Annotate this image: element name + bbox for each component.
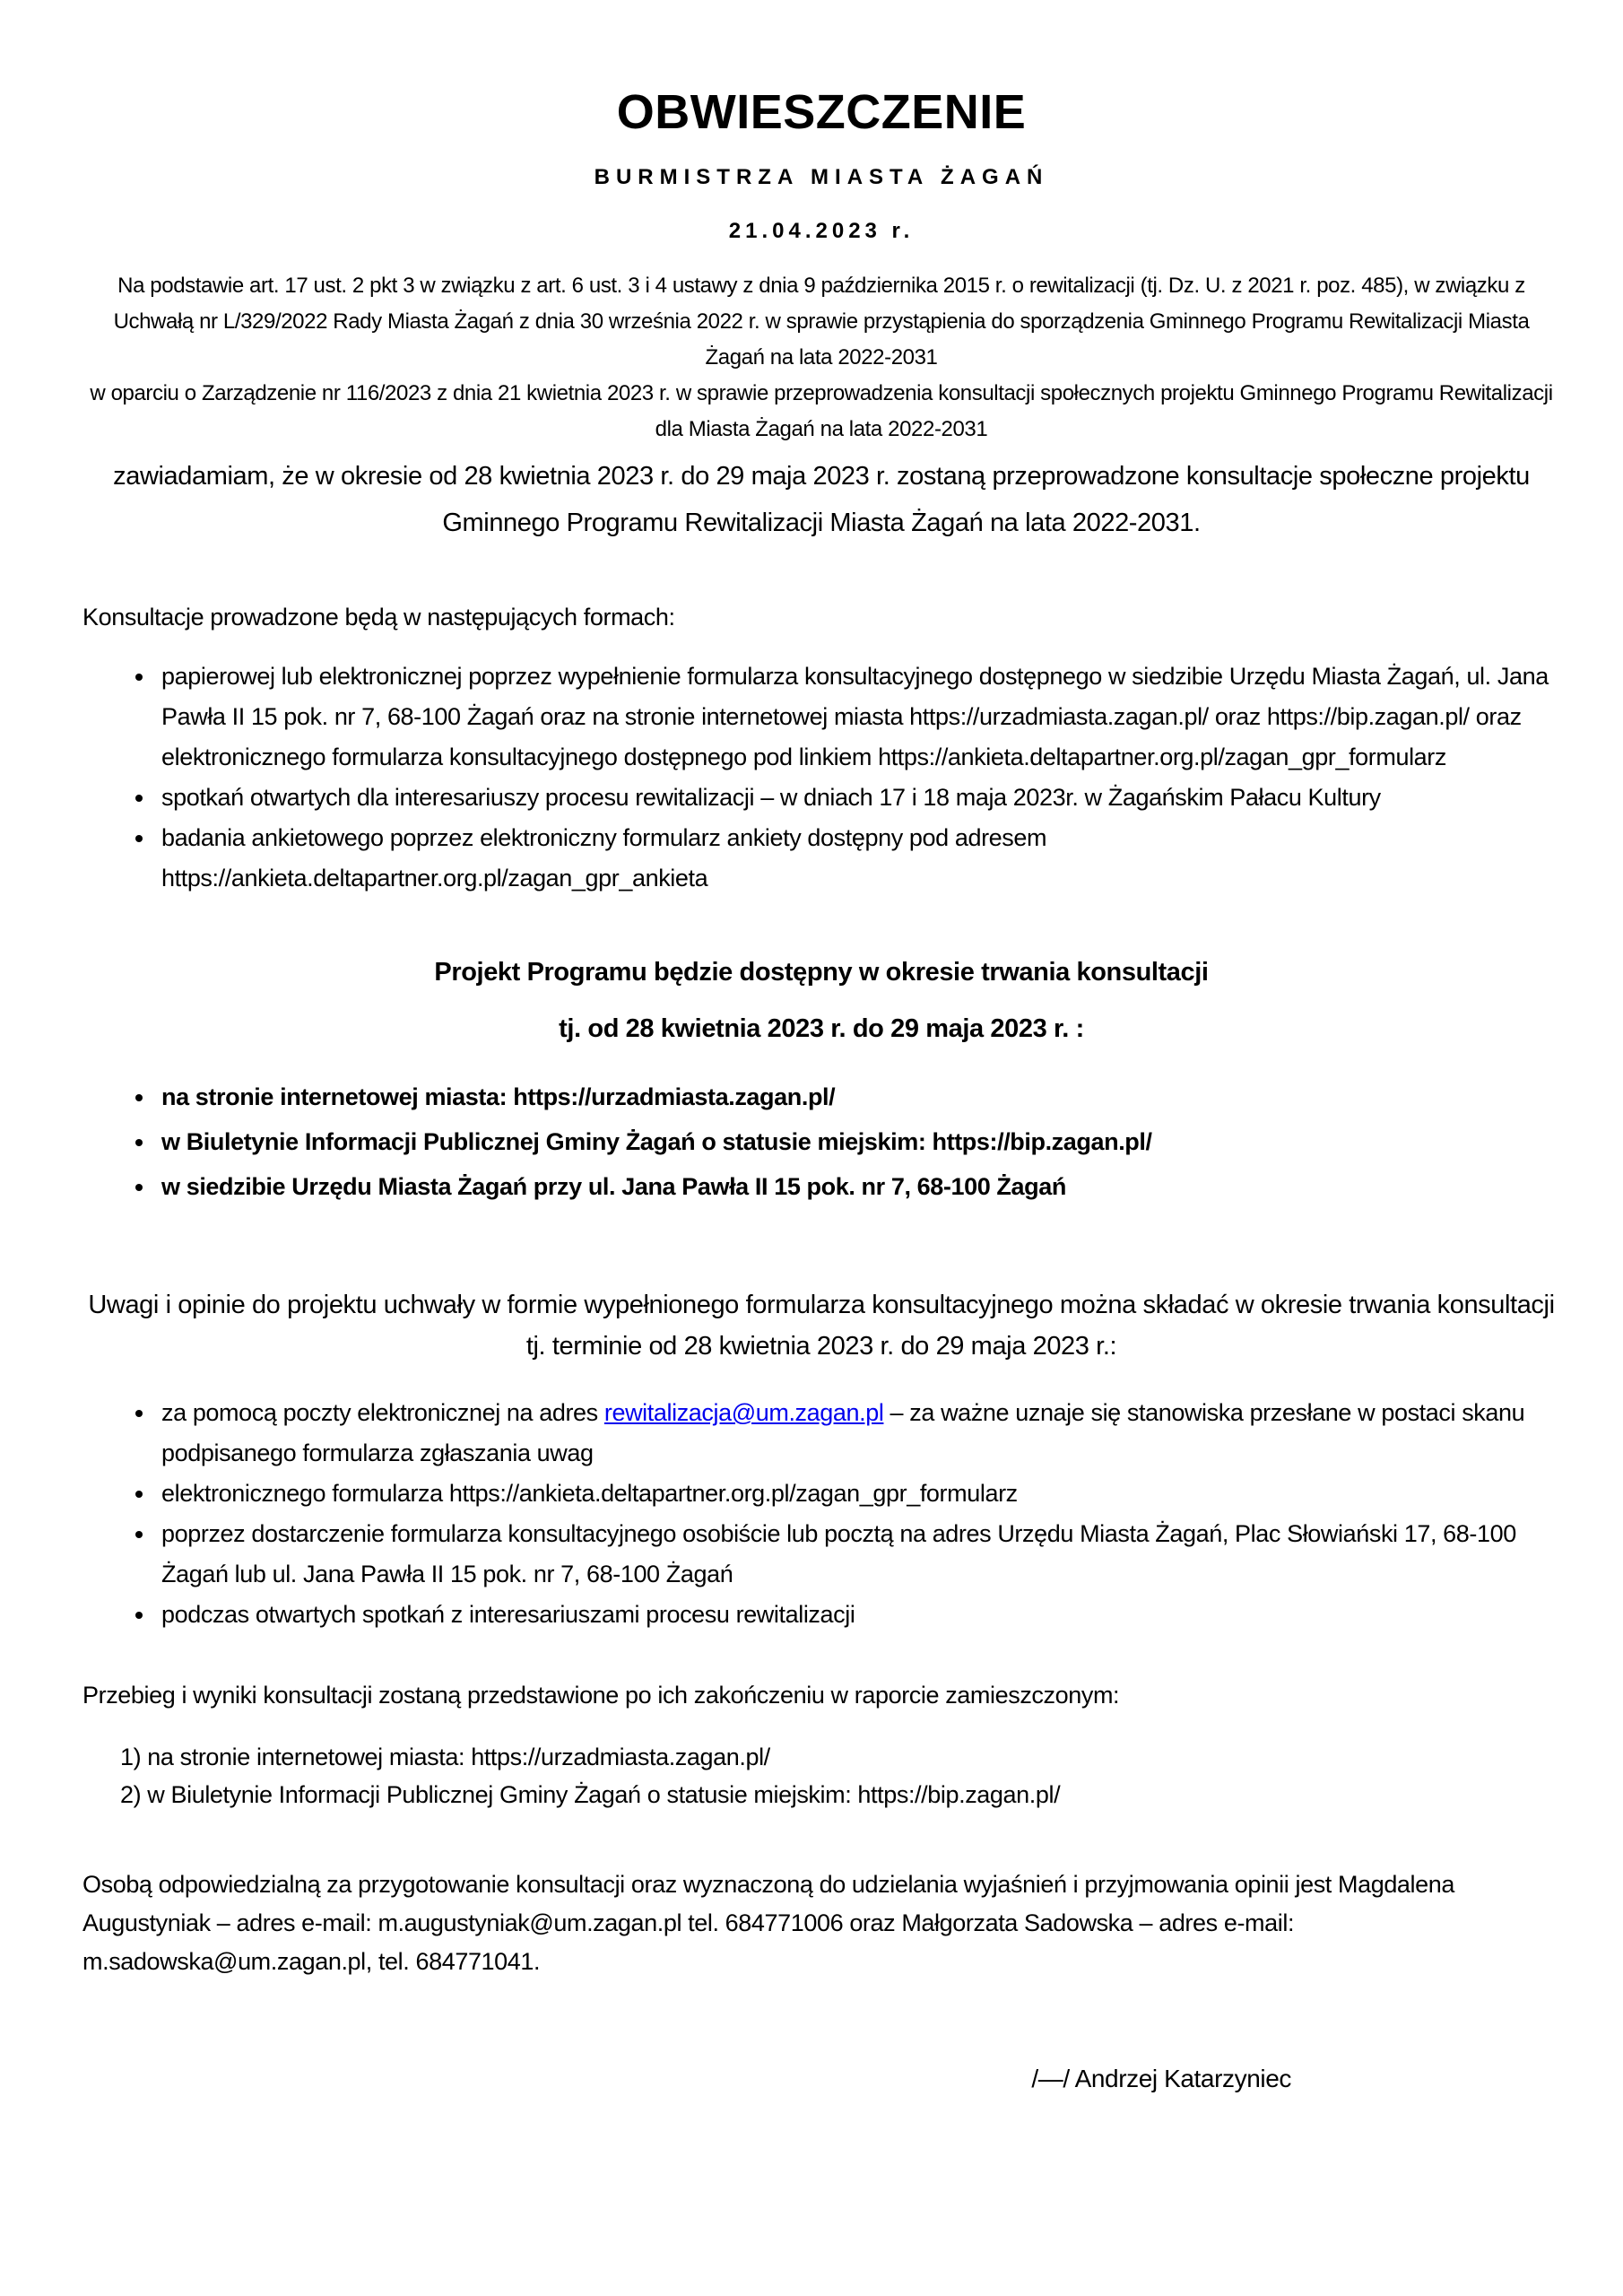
submission-item-email	[156, 1393, 1560, 1474]
submission-item-email-suffix: – za ważne uznaje się stanowiska przesłane w postaci skanu podpisanego formularza zgłaszania uwag	[161, 1399, 1525, 1466]
availability-item: • w Biuletynie Informacji Publicznej Gminy Żagań o statusie miejskim: https://bip.zagan.pl/	[156, 1119, 1560, 1164]
results-intro: Przebieg i wyniki konsultacji zostaną przedstawione po ich zakończeniu w raporcie zamieszczonym:	[82, 1682, 1120, 1709]
results-item-1: 1) na stronie internetowej miasta: https://urzadmiasta.zagan.pl/	[120, 1744, 770, 1770]
availability-item: • na stronie internetowej miasta: https://urzadmiasta.zagan.pl/	[156, 1074, 1560, 1119]
availability-list	[82, 1074, 1560, 1209]
consultation-form-item: • badania ankietowego poprzez elektroniczny formularz ankiety dostępny pod adresem https://ankieta.deltapartner.org.pl/zagan_gpr_ankieta	[156, 818, 1560, 899]
availability-heading-line-2: tj. od 28 kwietnia 2023 r. do 29 maja 2023 r. :	[559, 1014, 1084, 1043]
email-link[interactable]: rewitalizacja@um.zagan.pl	[603, 1399, 884, 1426]
legal-basis-paragraph-2: w oparciu o Zarządzenie nr 116/2023 z dnia 21 kwietnia 2023 r. w sprawie przeprowadzenia konsultacji społecznych projektu Gminnego Programu Rewitalizacji dla Miasta Żagań na lata 2022-2031	[90, 381, 1553, 441]
submission-item: • poprzez dostarczenie formularza konsultacyjnego osobiście lub pocztą na adres Urzędu Miasta Żagań, Plac Słowiański 17, 68-100 Żagań lub ul. Jana Pawła II 15 pok. nr 7, 68-100 Żagań	[156, 1514, 1560, 1595]
document-title: OBWIESZCZENIE	[616, 85, 1027, 139]
consultation-form-item: • spotkań otwartych dla interesariuszy procesu rewitalizacji – w dniach 17 i 18 maja 2023r. w Żagańskim Pałacu Kultury	[156, 778, 1560, 818]
availability-heading-line-1: Projekt Programu będzie dostępny w okresie trwania konsultacji	[434, 958, 1209, 987]
submission-item-email-prefix: za pomocą poczty elektronicznej na adres	[161, 1399, 604, 1426]
signature-line: /—/ Andrzej Katarzyniec	[1031, 2065, 1291, 2092]
announcement-paragraph: zawiadamiam, że w okresie od 28 kwietnia 2023 r. do 29 maja 2023 r. zostaną przeprowadzone konsultacje społeczne projektu Gminnego Programu Rewitalizacji Miasta Żagań na lata 2022-2031.	[113, 462, 1530, 537]
availability-item: • w siedzibie Urzędu Miasta Żagań przy ul. Jana Pawła II 15 pok. nr 7, 68-100 Żagań	[156, 1164, 1560, 1209]
consultation-forms-intro: Konsultacje prowadzone będą w następujących formach:	[82, 604, 675, 631]
legal-basis-paragraph-1: Na podstawie art. 17 ust. 2 pkt 3 w związku z art. 6 ust. 3 i 4 ustawy z dnia 9 października 2015 r. o rewitalizacji (tj. Dz. U. z 2021 r. poz. 485), w związku z Uchwałą nr L/329/2022 Rady Miasta Żagań z dnia 30 września 2022 r. w sprawie przystąpienia do sporządzenia Gminnego Programu Rewitalizacji Miasta Żagań na lata 2022-2031	[113, 274, 1530, 370]
submission-list	[82, 1393, 1560, 1635]
document-subtitle: BURMISTRZA MIASTA ŻAGAŃ	[594, 165, 1049, 189]
consultation-forms-list	[82, 657, 1560, 899]
submission-item: • elektronicznego formularza https://ankieta.deltapartner.org.pl/zagan_gpr_formularz	[156, 1474, 1560, 1514]
submission-intro: Uwagi i opinie do projektu uchwały w formie wypełnionego formularza konsultacyjnego można składać w okresie trwania konsultacji tj. terminie od 28 kwietnia 2023 r. do 29 maja 2023 r.:	[88, 1291, 1555, 1361]
consultation-form-item: • papierowej lub elektronicznej poprzez wypełnienie formularza konsultacyjnego dostępnego w siedzibie Urzędu Miasta Żagań, ul. Jana Pawła II 15 pok. nr 7, 68-100 Żagań oraz na stronie internetowej miasta https://urzadmiasta.zagan.pl/ oraz https://bip.zagan.pl/ oraz elektronicznego formularza konsultacyjnego dostępnego pod linkiem https://ankieta.deltapartner.org.pl/zagan_gpr_formularz	[156, 657, 1560, 778]
results-item-2: 2) w Biuletynie Informacji Publicznej Gminy Żagań o statusie miejskim: https://bip.zagan.pl/	[120, 1781, 1061, 1808]
submission-item: • podczas otwartych spotkań z interesariuszami procesu rewitalizacji	[156, 1595, 1560, 1635]
document-date: 21.04.2023 r.	[728, 219, 915, 243]
contact-paragraph: Osobą odpowiedzialną za przygotowanie konsultacji oraz wyznaczoną do udzielania wyjaśnień i przyjmowania opinii jest Magdalena Augustyniak – adres e-mail: m.augustyniak@um.zagan.pl tel. 684771006 oraz Małgorzata Sadowska – adres e-mail: m.sadowska@um.zagan.pl, tel. 684771041.	[82, 1871, 1454, 1975]
